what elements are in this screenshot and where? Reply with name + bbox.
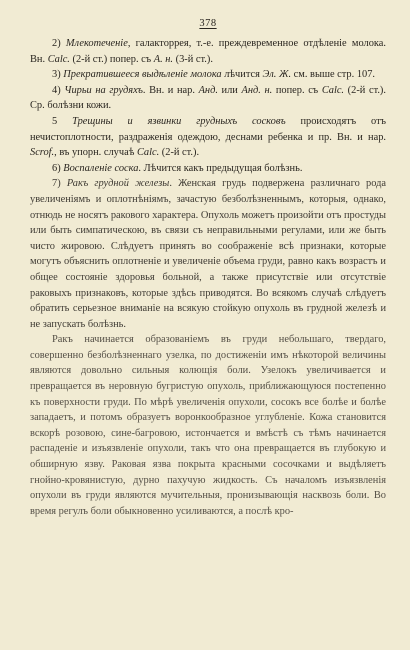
text-run: лѣчится — [221, 69, 263, 81]
text-run: . Женская грудь подвержена различнаго рода увеличеніямъ и оплотнѣніямъ, зачастую безболѣзненнымъ, которыя, однако, отнюдь не носятъ ракового характера. Опухоль можетъ произойти отъ простуды или быть симпатическою, въ связи съ неправильными регулами, или же быть чисто жировою. Слѣдуетъ принять во соображеніе всѣ признаки, которые могутъ объяснить оплотненіе и увеличеніе объема груди, равно какъ возрастъ и общее состояніе здоровья больной, а также присутствіе или отсутствіе раковыхъ признаковъ, которые здѣсь приводятся. Во всякомъ случаѣ слѣдуетъ обратить серьезное вниманіе на всякую стойкую опухоль въ грудной железѣ и не запускать болѣзнь. — [30, 178, 386, 330]
text-run: , галакторрея, т.-е. преждевременное отдѣленіе молока. Вн. — [30, 38, 386, 65]
text-run: . Вн. и нар. — [142, 84, 199, 96]
text-run: 2) — [52, 38, 66, 49]
text-run: 5 — [52, 115, 73, 127]
text-run: 7) — [52, 178, 67, 190]
italic-term: Прекратившееся выдѣленіе молока — [63, 69, 222, 81]
page-number: 378 — [199, 18, 217, 29]
text-run: или — [217, 84, 242, 96]
italic-term: Чирьи на грудяхъ — [64, 84, 143, 96]
text-run: Ракъ начинается образованіемъ въ груди небольшаго, твердаго, совершенно безболѣзненнаго узелка, по достиженіи имъ нѣкоторой величины являются довольно сильныя колющія боли. Узелокъ увеличивается и превращается въ неровную бугристую опухоль, приближающуюся постепенно къ поверхности груди. По мѣрѣ увеличенія опухоли, сосокъ все болѣе и болѣе западаетъ, и потомъ образуетъ воронкообразное углубленіе. Кожа становится вскорѣ розовою, сине-багровою, истончается и вмѣстѣ съ тѣмъ начинается распаденіе и изъязвленіе опухоли, такъ что она превращается въ глубокую и обширную язву. Раковая язва покрыта красными сосочками и выдѣляетъ гнойно-кровянистую, дурно пахучую жидкость. Съ началомъ изъязвленія опухоли въ груди являются мучительныя, пронизывающія насквозь боли. Во время регулъ боли обыкновенно усиливаются, а послѣ кро- — [30, 334, 386, 517]
text-run: 4) — [52, 84, 65, 96]
italic-term: Анд. н. — [241, 84, 273, 96]
text-run: 6) — [52, 162, 64, 174]
text-run: 3) — [52, 69, 64, 81]
text-run: . Лѣчится какъ предыдущая болѣзнь. — [138, 162, 303, 174]
italic-term: Воспаленіе соска — [63, 162, 139, 174]
text-run: (2-й ст.). — [159, 147, 200, 159]
italic-term: Calc. — [136, 147, 160, 159]
italic-term: А. н. — [153, 53, 174, 65]
text-run: попер. съ — [272, 84, 322, 96]
paragraph-p4 — [30, 114, 386, 161]
paragraph-p2 — [30, 67, 386, 83]
paragraph-p3 — [30, 83, 386, 114]
italic-term: Анд. — [198, 84, 218, 96]
text-run: происходятъ отъ нечистоплотности, раздраженія одеждою, деснами ребенка и пр. Вн. и нар. — [30, 115, 386, 143]
text-run: (2-й ст.) попер. съ — [69, 53, 154, 65]
paragraph-p1 — [30, 36, 386, 67]
text-run: см. выше стр. 107. — [291, 69, 376, 81]
italic-term: Scrof. — [30, 147, 55, 159]
italic-term: Эл. Ж. — [262, 69, 292, 81]
italic-term: Calc. — [47, 53, 70, 65]
italic-term: Трещины и язвинки грудныхъ сосковъ — [72, 115, 286, 127]
paragraph-p6 — [30, 176, 386, 332]
paragraph-p7 — [30, 332, 386, 519]
text-run: (2-й ст.). Ср. болѣзни кожи. — [30, 84, 386, 112]
text-run: , въ упорн. случаѣ — [54, 147, 137, 159]
italic-term: Ракъ грудной железы — [66, 178, 170, 190]
paragraph-p5 — [30, 161, 386, 177]
italic-term: Млекотеченіе — [65, 38, 128, 49]
italic-term: Calc. — [321, 84, 345, 96]
text-run: (3-й ст.). — [173, 53, 213, 65]
page-body — [30, 36, 386, 519]
